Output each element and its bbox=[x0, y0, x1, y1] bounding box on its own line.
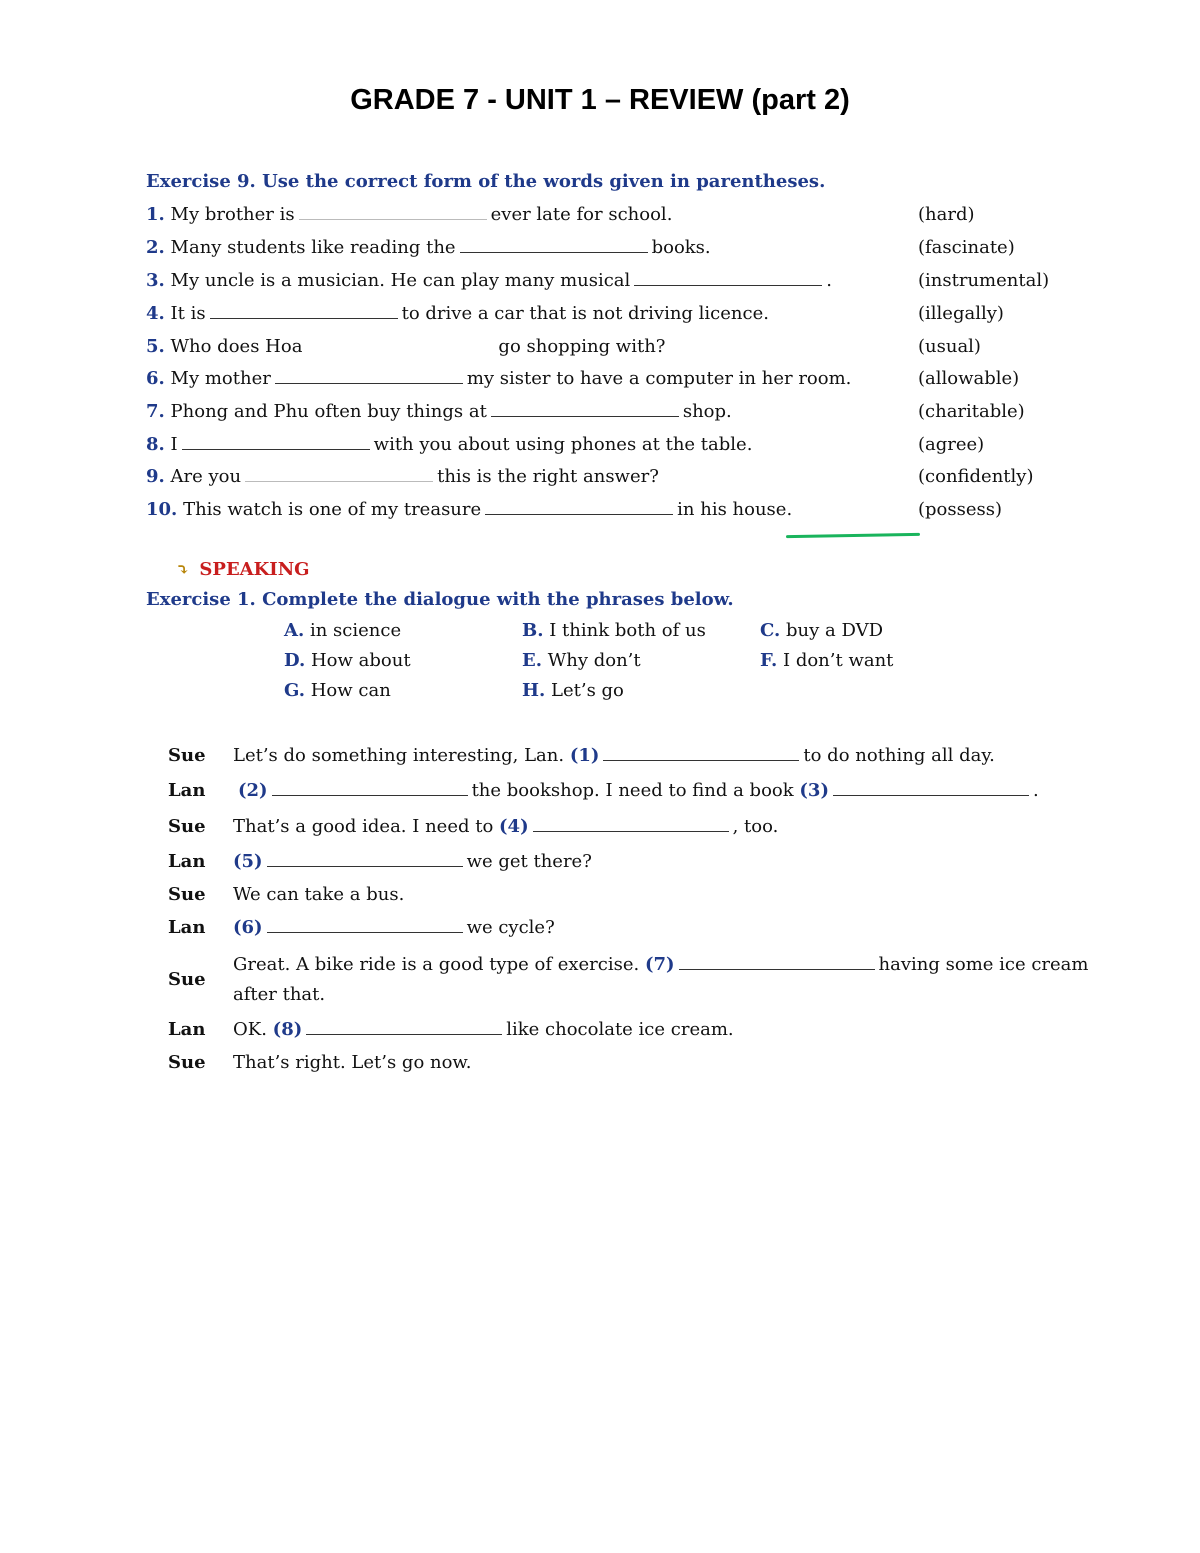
question-text-before: My mother bbox=[170, 368, 271, 389]
speaker-name: Lan bbox=[168, 917, 206, 938]
dialogue-text bbox=[233, 913, 1063, 943]
dialogue-text-b: to do nothing all day. bbox=[803, 745, 995, 766]
arrow-down-icon: ⤵ bbox=[176, 560, 190, 579]
question-text-after: ever late for school. bbox=[490, 204, 673, 225]
phrase-option bbox=[522, 619, 706, 643]
question-text-before: It is bbox=[170, 303, 206, 324]
answer-blank[interactable] bbox=[245, 463, 433, 482]
speaker-name: Sue bbox=[168, 969, 206, 990]
word-hint: (confidently) bbox=[918, 466, 1034, 487]
speaker-name: Sue bbox=[168, 884, 206, 905]
dialogue-blank[interactable] bbox=[272, 777, 468, 796]
answer-blank[interactable] bbox=[182, 431, 370, 450]
option-text: How can bbox=[310, 680, 391, 701]
speaker-name: Lan bbox=[168, 1019, 206, 1040]
answer-blank[interactable] bbox=[275, 365, 463, 384]
option-letter: D. bbox=[284, 650, 306, 671]
answer-blank[interactable] bbox=[306, 334, 494, 352]
dialogue-text bbox=[233, 741, 1063, 771]
exercise-9-title: Exercise 9. Use the correct form of the words given in parentheses. bbox=[146, 171, 826, 192]
dialogue-text-a: That’s a good idea. I need to bbox=[233, 816, 494, 837]
question-number: 7. bbox=[146, 401, 165, 422]
option-letter: E. bbox=[522, 650, 542, 671]
option-text: in science bbox=[309, 620, 402, 641]
option-text: How about bbox=[310, 650, 411, 671]
dialogue-blank[interactable] bbox=[267, 848, 463, 867]
phrase-option bbox=[522, 649, 641, 673]
speaker-name: Sue bbox=[168, 745, 206, 766]
dialogue-blank[interactable] bbox=[603, 742, 799, 761]
word-hint: (instrumental) bbox=[918, 270, 1050, 291]
page-title: GRADE 7 - UNIT 1 – REVIEW (part 2) bbox=[350, 84, 850, 116]
dialogue-text-b: , too. bbox=[732, 816, 779, 837]
question-row bbox=[146, 397, 1066, 427]
phrase-option bbox=[522, 679, 624, 703]
question-text-after: . bbox=[826, 270, 833, 291]
question-number: 9. bbox=[146, 466, 165, 487]
dialogue-text-b: we get there? bbox=[466, 851, 592, 872]
speaking-heading-label: SPEAKING bbox=[199, 559, 310, 580]
question-number: 3. bbox=[146, 270, 165, 291]
question-number: 5. bbox=[146, 336, 165, 357]
question-row bbox=[146, 299, 1066, 329]
question-text-after: in his house. bbox=[677, 499, 793, 520]
question-text-before: Who does Hoa bbox=[170, 336, 303, 357]
dialogue-blank[interactable] bbox=[306, 1016, 502, 1035]
question-text-after: to drive a car that is not driving licence. bbox=[401, 303, 769, 324]
question-row bbox=[146, 364, 1066, 394]
speaker-name: Sue bbox=[168, 816, 206, 837]
question-row bbox=[146, 462, 1066, 492]
phrase-option bbox=[284, 619, 401, 643]
answer-blank[interactable] bbox=[299, 201, 487, 220]
blank-number: (7) bbox=[644, 954, 675, 975]
exercise-1-title: Exercise 1. Complete the dialogue with the phrases below. bbox=[146, 589, 734, 610]
word-hint: (hard) bbox=[918, 204, 975, 225]
phrase-option bbox=[760, 649, 893, 673]
option-letter: G. bbox=[284, 680, 305, 701]
dialogue-text bbox=[238, 776, 1068, 806]
option-text: Why don’t bbox=[547, 650, 641, 671]
answer-blank[interactable] bbox=[210, 300, 398, 319]
question-text-after: shop. bbox=[682, 401, 732, 422]
answer-blank[interactable] bbox=[491, 398, 679, 417]
blank-number: (2) bbox=[238, 780, 268, 801]
word-hint: (fascinate) bbox=[918, 237, 1015, 258]
option-letter: C. bbox=[760, 620, 781, 641]
dialogue-text: That’s right. Let’s go now. bbox=[233, 1052, 472, 1073]
dialogue-text-a: OK. bbox=[233, 1019, 267, 1040]
question-text-after: this is the right answer? bbox=[437, 466, 659, 487]
option-letter: A. bbox=[284, 620, 305, 641]
speaking-heading bbox=[176, 558, 310, 582]
dialogue-text: We can take a bus. bbox=[233, 884, 405, 905]
option-letter: H. bbox=[522, 680, 546, 701]
question-number: 8. bbox=[146, 434, 165, 455]
phrase-option bbox=[760, 619, 883, 643]
decorative-stroke bbox=[786, 533, 920, 538]
answer-blank[interactable] bbox=[485, 496, 673, 515]
speaker-name: Lan bbox=[168, 780, 206, 801]
speaker-name: Lan bbox=[168, 851, 206, 872]
blank-number: (5) bbox=[233, 851, 263, 872]
option-text: I don’t want bbox=[782, 650, 894, 671]
dialogue-text-a: Great. A bike ride is a good type of exercise. bbox=[233, 954, 640, 975]
phrase-option bbox=[284, 679, 391, 703]
dialogue-text-a: Let’s do something interesting, Lan. bbox=[233, 745, 565, 766]
question-number: 4. bbox=[146, 303, 165, 324]
question-number: 1. bbox=[146, 204, 165, 225]
word-hint: (illegally) bbox=[918, 303, 1004, 324]
dialogue-line bbox=[168, 950, 1089, 1012]
blank-number: (1) bbox=[569, 745, 600, 766]
question-row bbox=[146, 266, 1066, 296]
question-text-after: go shopping with? bbox=[498, 336, 666, 357]
dialogue-text-b: like chocolate ice cream. bbox=[506, 1019, 734, 1040]
phrase-option bbox=[284, 649, 411, 673]
dialogue-text-b: we cycle? bbox=[466, 917, 555, 938]
option-text: buy a DVD bbox=[786, 620, 884, 641]
word-hint: (possess) bbox=[918, 499, 1003, 520]
dialogue-blank[interactable] bbox=[679, 951, 875, 970]
dialogue-blank[interactable] bbox=[533, 813, 729, 832]
blank-number: (6) bbox=[233, 917, 263, 938]
question-row bbox=[146, 495, 1066, 525]
question-number: 6. bbox=[146, 368, 165, 389]
question-number: 2. bbox=[146, 237, 165, 258]
question-text-before: Are you bbox=[170, 466, 242, 487]
dialogue-blank[interactable] bbox=[833, 777, 1029, 796]
question-text-before: Many students like reading the bbox=[170, 237, 456, 258]
option-text: I think both of us bbox=[549, 620, 706, 641]
question-text-after: books. bbox=[651, 237, 711, 258]
blank-number: (3) bbox=[799, 780, 829, 801]
dialogue-text bbox=[233, 847, 1063, 877]
question-row bbox=[146, 200, 1066, 230]
word-hint: (allowable) bbox=[918, 368, 1020, 389]
answer-blank[interactable] bbox=[460, 234, 648, 253]
dialogue-text-c: . bbox=[1032, 780, 1039, 801]
question-text-after: my sister to have a computer in her room. bbox=[466, 368, 852, 389]
question-row bbox=[146, 430, 1066, 460]
blank-number: (8) bbox=[272, 1019, 303, 1040]
dialogue-text bbox=[233, 1015, 1063, 1045]
question-text-before: I bbox=[170, 434, 178, 455]
dialogue-text-b: the bookshop. I need to find a book bbox=[471, 780, 794, 801]
option-letter: B. bbox=[522, 620, 544, 641]
dialogue-text-b: having some ice cream bbox=[878, 954, 1089, 975]
answer-blank[interactable] bbox=[634, 267, 822, 286]
dialogue-text bbox=[233, 812, 1063, 842]
word-hint: (charitable) bbox=[918, 401, 1025, 422]
speaker-name: Sue bbox=[168, 1052, 206, 1073]
question-text-before: My uncle is a musician. He can play many musical bbox=[170, 270, 631, 291]
option-letter: F. bbox=[760, 650, 778, 671]
question-text-after: with you about using phones at the table. bbox=[373, 434, 753, 455]
dialogue-blank[interactable] bbox=[267, 914, 463, 933]
dialogue-text bbox=[233, 950, 1089, 980]
question-text-before: Phong and Phu often buy things at bbox=[170, 401, 487, 422]
question-row bbox=[146, 233, 1066, 263]
question-text-before: This watch is one of my treasure bbox=[183, 499, 482, 520]
question-number: 10. bbox=[146, 499, 178, 520]
blank-number: (4) bbox=[499, 816, 529, 837]
option-text: Let’s go bbox=[551, 680, 624, 701]
dialogue-text-continued: after that. bbox=[233, 984, 326, 1005]
question-row bbox=[146, 332, 1066, 362]
word-hint: (agree) bbox=[918, 434, 985, 455]
word-hint: (usual) bbox=[918, 336, 981, 357]
question-text-before: My brother is bbox=[170, 204, 295, 225]
